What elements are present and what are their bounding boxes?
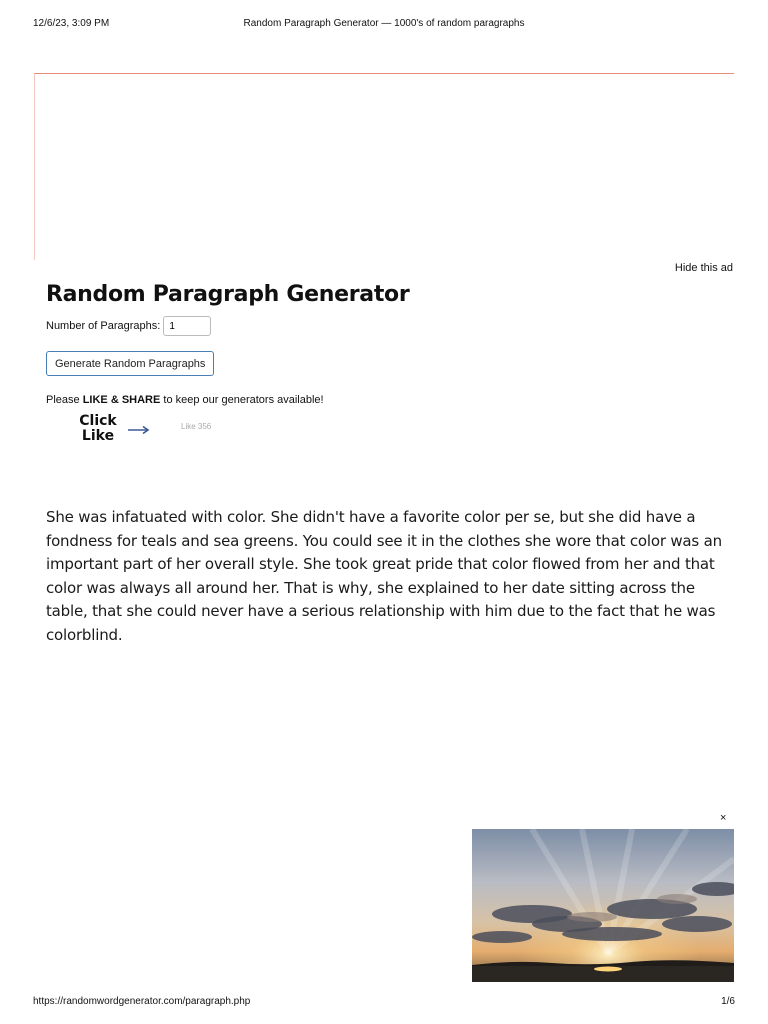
click-like-label xyxy=(76,414,120,444)
generate-paragraphs-button[interactable]: Generate Random Paragraphs xyxy=(46,351,214,376)
share-suffix: to keep our generators available! xyxy=(160,394,324,406)
sunset-clouds-image xyxy=(472,829,734,982)
paragraph-count-row xyxy=(46,316,726,336)
arrow-right-icon xyxy=(128,425,150,435)
share-message xyxy=(46,394,726,406)
facebook-like-button[interactable]: Like 356 xyxy=(181,422,212,431)
hide-ad-link[interactable]: Hide this ad xyxy=(674,262,733,274)
ad-banner[interactable] xyxy=(34,73,734,260)
main-content xyxy=(46,282,726,647)
close-video-ad-button[interactable]: × xyxy=(720,812,727,824)
paragraph-count-input[interactable] xyxy=(163,316,211,336)
video-ad-player[interactable] xyxy=(472,829,734,982)
print-datetime: 12/6/23, 3:09 PM xyxy=(33,18,110,29)
generated-paragraph: She was infatuated with color. She didn't have a favorite color per se, but she did have a fondness for teals and sea greens. You could see it in the clothes she wore that color was an important part of her overall style. She took great pride that color flowed from her and that color was always all around her. That is why, she explained to her date sitting across the table, that she could never have a serious relationship with him due to the fact that he was colorblind. xyxy=(46,508,722,644)
like-widget xyxy=(46,414,726,454)
print-page-title: Random Paragraph Generator — 1000's of random paragraphs xyxy=(243,18,525,29)
print-url: https://randomwordgenerator.com/paragraph.php xyxy=(33,996,251,1007)
click-like-line1: Click xyxy=(79,413,117,429)
paragraph-count-label: Number of Paragraphs: xyxy=(46,320,161,332)
share-prefix: Please xyxy=(46,394,83,406)
click-like-line2: Like xyxy=(81,428,115,444)
page-title: Random Paragraph Generator xyxy=(46,282,410,307)
print-page-number: 1/6 xyxy=(721,996,735,1007)
share-emphasis: LIKE & SHARE xyxy=(82,394,161,406)
